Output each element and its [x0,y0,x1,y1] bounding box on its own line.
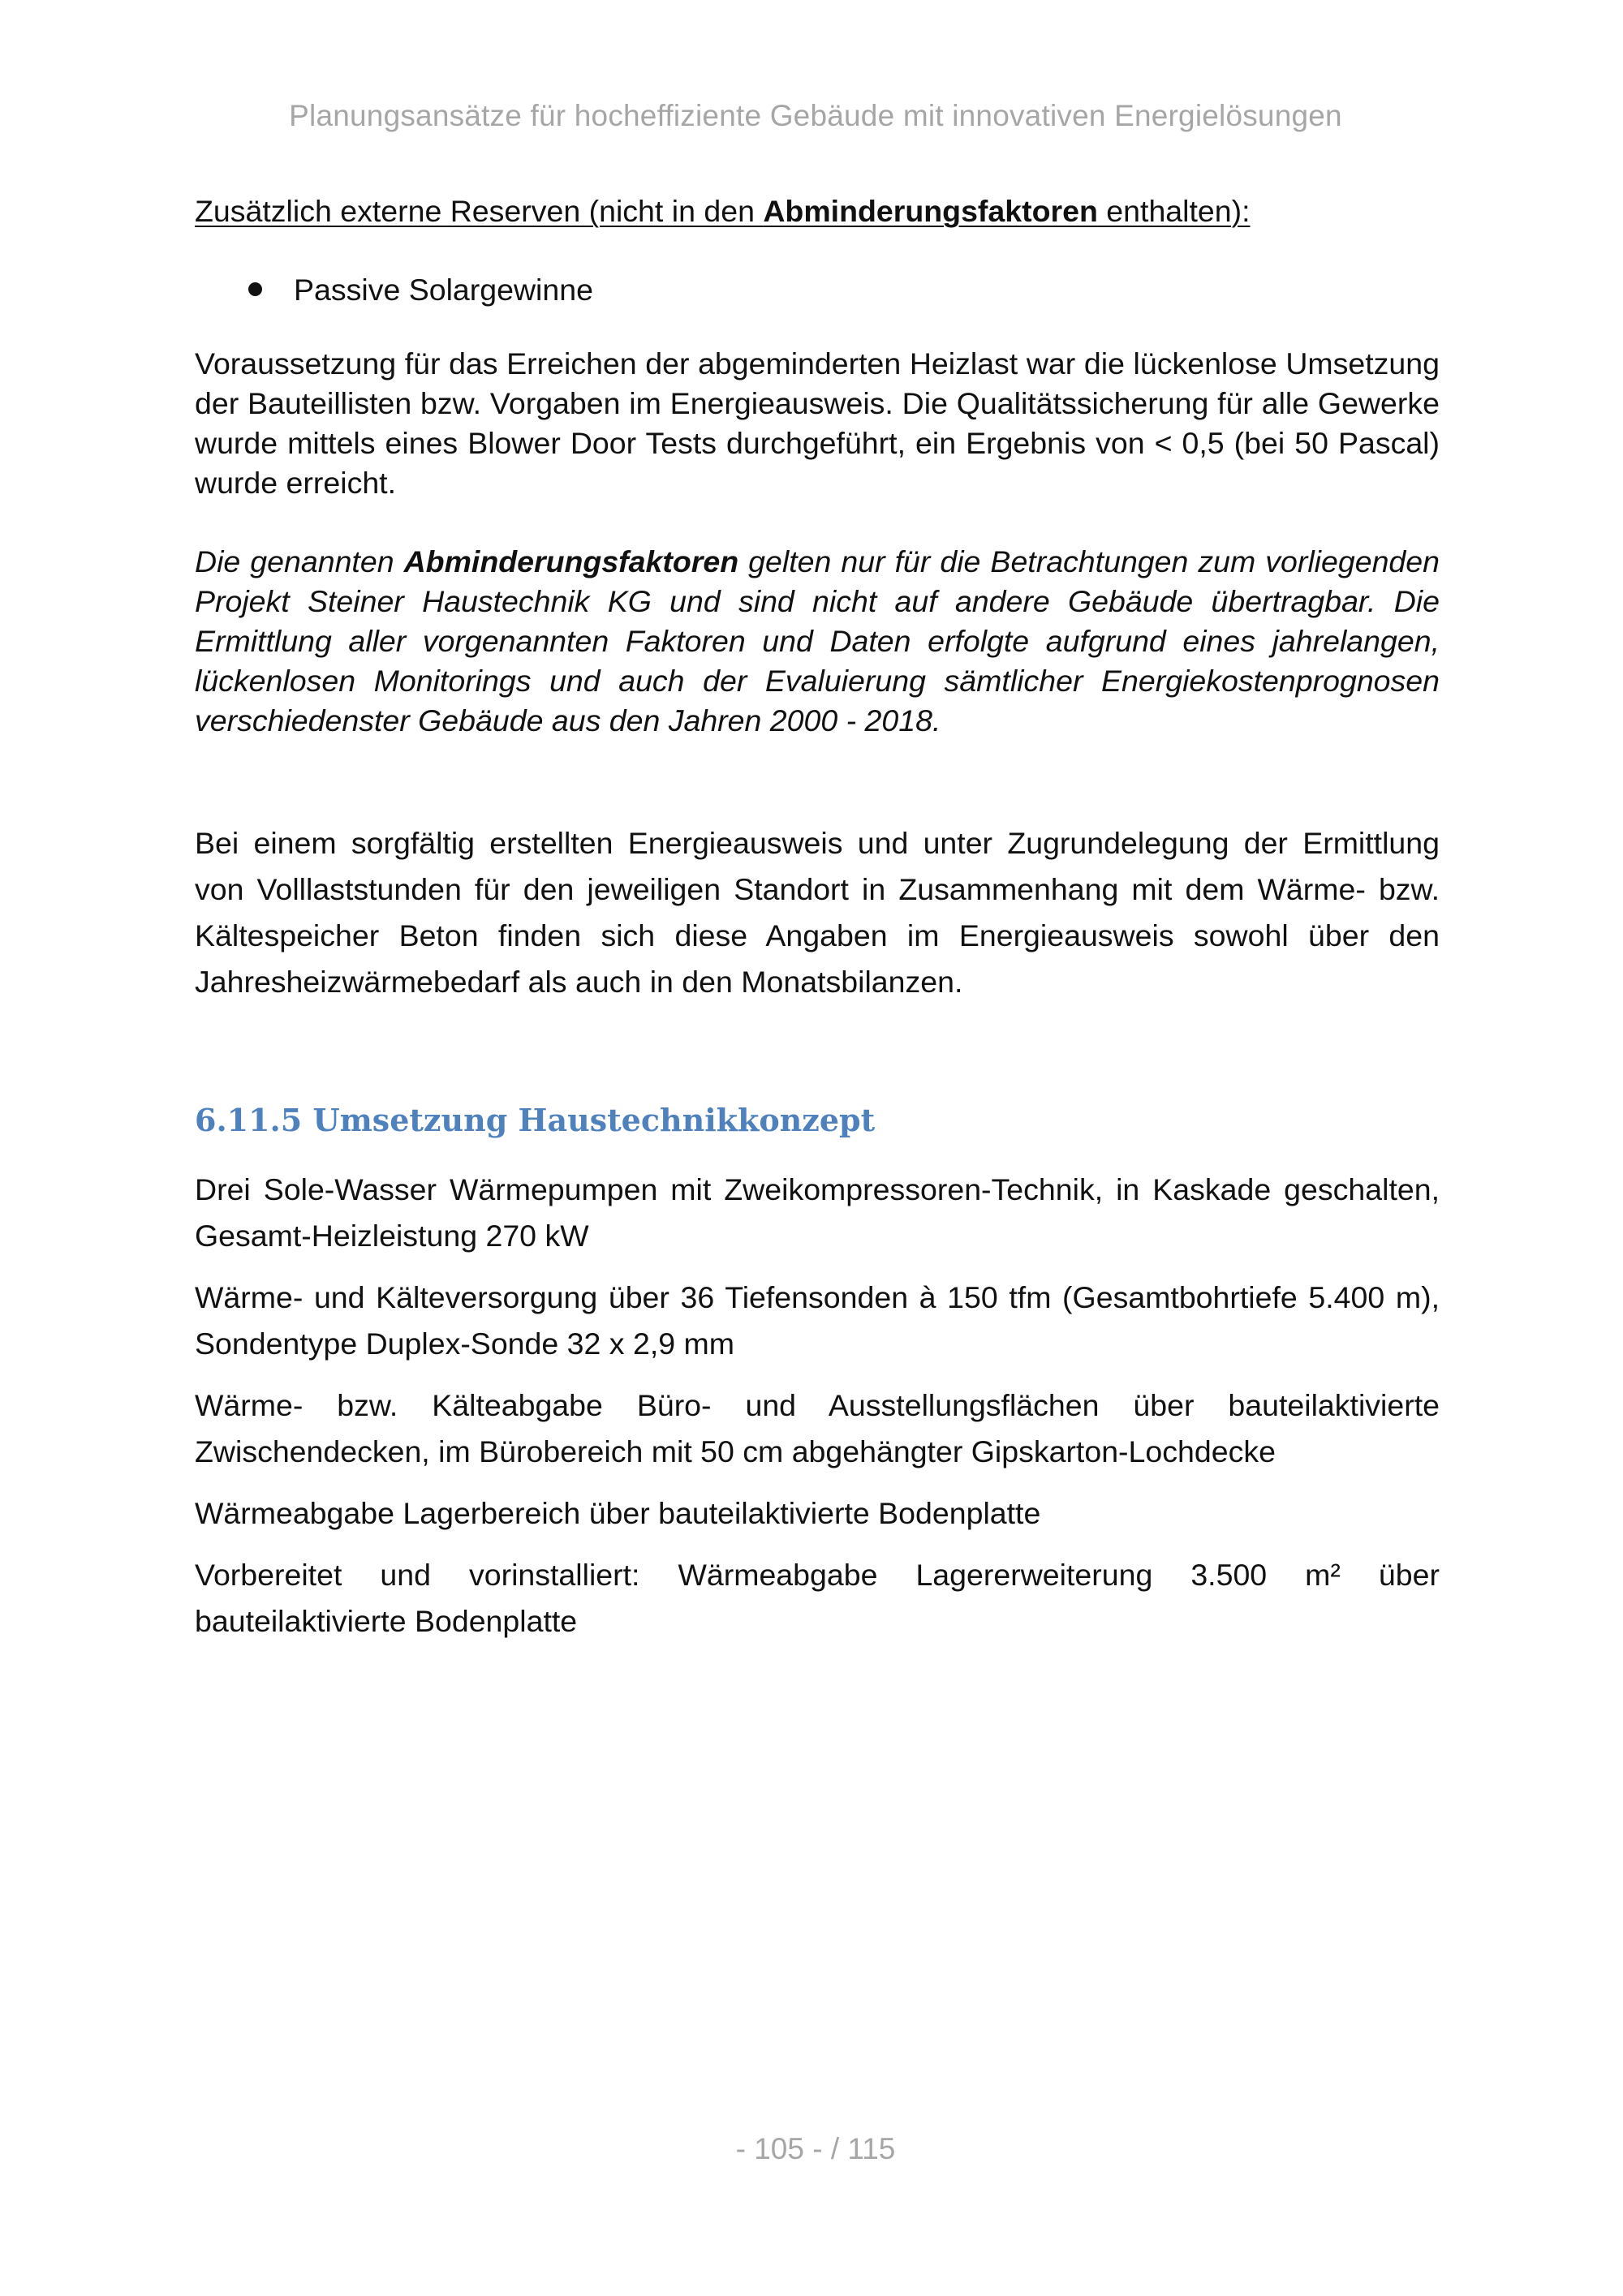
paragraph-kaelteabgabe: Wärme- bzw. Kälteabgabe Büro- und Ausstellungsflächen über bauteilaktivierte Zwischendecken, im Bürobereich mit 50 cm abgehängter Gipskarton-Lochdecke [195,1387,1440,1468]
note-text-start: Die genannten [195,544,404,578]
note-text-rest: gelten nur für die Betrachtungen zum vorliegenden Projekt Steiner Haustechnik KG und sind nicht auf andere Gebäude übertragbar. Die Ermittlung aller vorgenannten Faktoren und Daten erfolgte aufgrund eines jahrelangen, lückenlosen Monitorings und auch der Evaluierung sämtlicher Energiekostenprognosen verschiedenster Gebäude aus den Jahren 2000 - 2018. [195,544,1440,737]
note-bold-term: Abminderungsfaktoren [403,544,739,578]
section-body [195,1167,1440,1645]
running-header: Planungsansätze für hocheffiziente Gebäude mit innovativen Energielösungen [289,99,1342,132]
reserves-intro-tail: enthalten): [1097,194,1251,228]
reserves-bullet-list [195,270,1440,310]
section-heading: 6.11.5 Umsetzung Haustechnikkonzept [195,1102,876,1138]
page-content [195,191,1440,1660]
paragraph-waermepumpen: Drei Sole-Wasser Wärmepumpen mit Zweikompressoren-Technik, in Kaskade geschalten, Gesamt-Heizleistung 270 kW [195,1172,1440,1253]
reserves-intro-text: Zusätzlich externe Reserven (nicht in den [195,194,764,228]
bullet-text: Passive Solargewinne [294,273,593,307]
paragraph-voraussetzung: Voraussetzung für das Erreichen der abgeminderten Heizlast war die lückenlose Umsetzung der Bauteillisten bzw. Vorgaben im Energieausweis. Die Qualitätssicherung für alle Gewerke wurde mittels eines Blower Door Tests durchgeführt, ein Ergebnis von < 0,5 (bei 50 Pascal) wurde erreicht. [195,346,1440,500]
list-item [195,270,1440,310]
page-number: - 105 - / 115 [735,2132,896,2165]
reserves-intro [195,191,1440,231]
reserves-intro-bold: Abminderungsfaktoren [763,194,1098,228]
paragraph-energieausweis: Bei einem sorgfältig erstellten Energieausweis und unter Zugrundelegung der Ermittlung von Volllaststunden für den jeweiligen Standort in Zusammenhang mit dem Wärme- bzw. Kältespeicher Beton finden sich diese Angaben im Energieausweis sowohl über den Jahresheizwärmebedarf als auch in den Monatsbilanzen. [195,826,1440,999]
paragraph-tiefensonden: Wärme- und Kälteversorgung über 36 Tiefensonden à 150 tfm (Gesamtbohrtiefe 5.400 m), Sondentype Duplex-Sonde 32 x 2,9 mm [195,1279,1440,1361]
paragraph-lagerbereich: Wärmeabgabe Lagerbereich über bauteilaktivierte Bodenplatte [195,1495,1041,1530]
paragraph-abminderung-note [195,542,1440,741]
bullet-icon [248,282,262,296]
paragraph-lagererweiterung: Vorbereitet und vorinstalliert: Wärmeabgabe Lagererweiterung 3.500 m² über bauteilaktivierte Bodenplatte [195,1557,1440,1638]
